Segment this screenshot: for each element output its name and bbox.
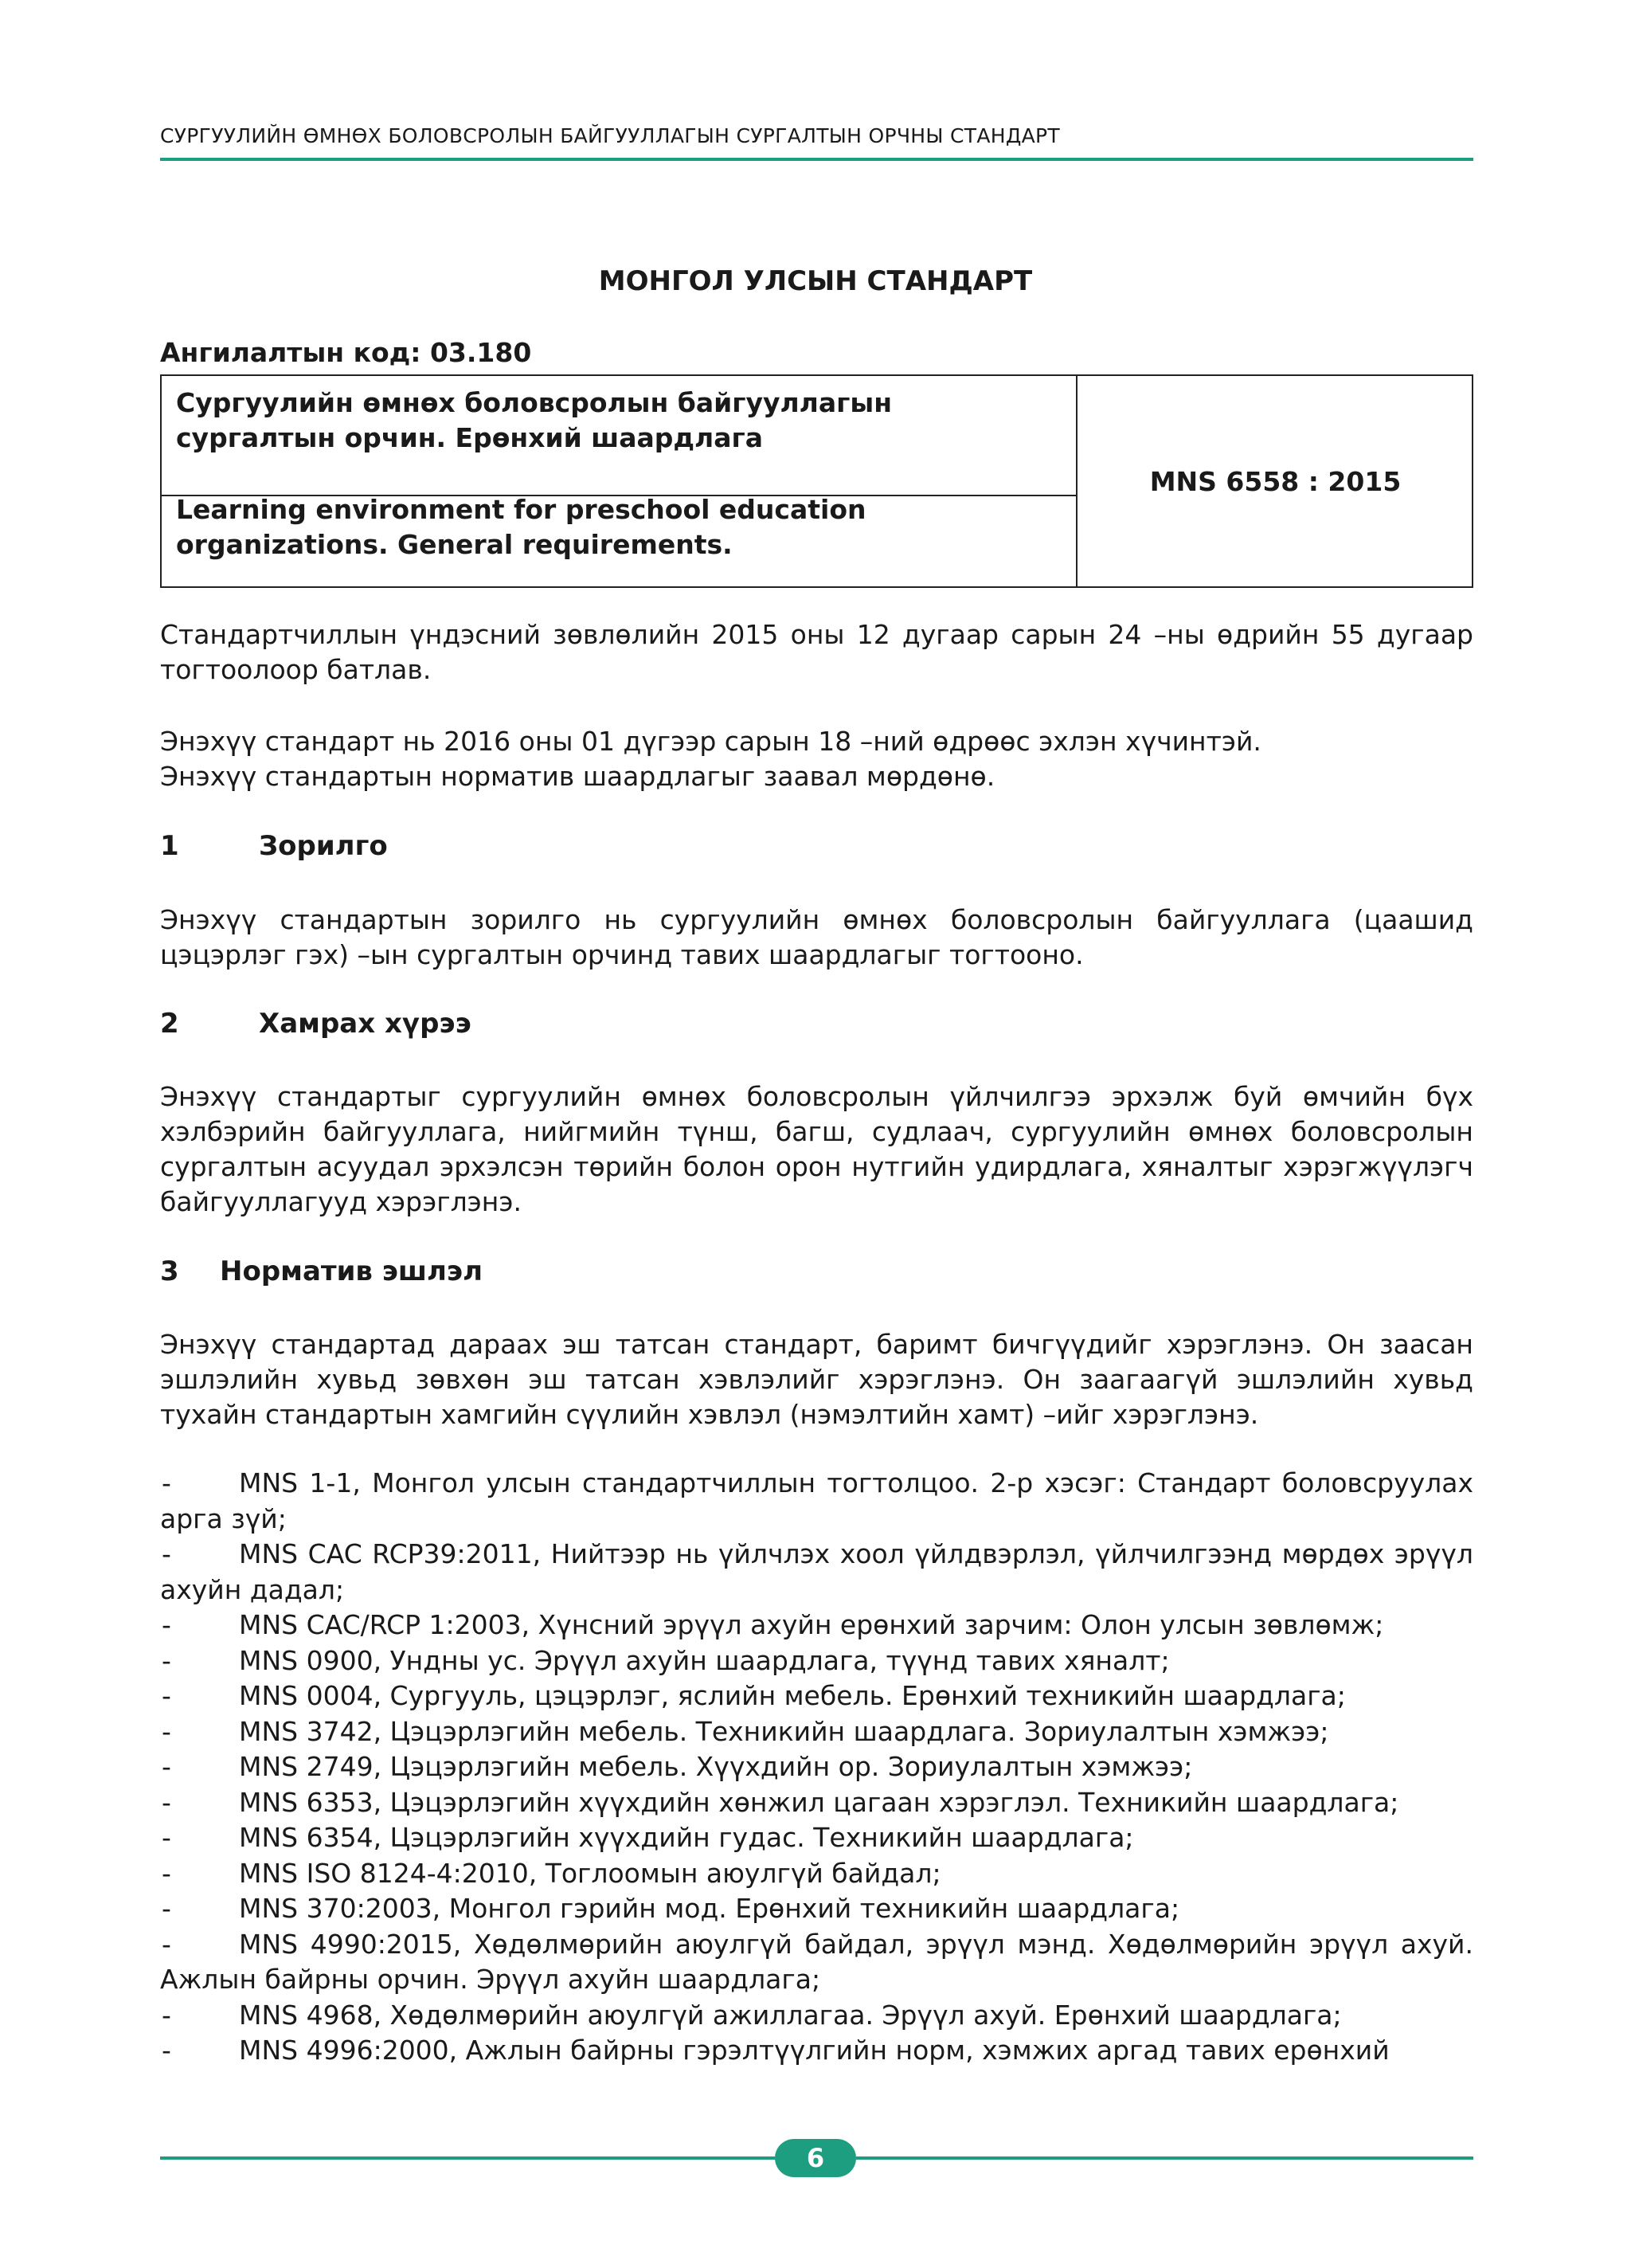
section-title: Хамрах хүрээ xyxy=(259,1008,471,1040)
list-dash: - xyxy=(162,1751,171,1782)
list-dash: - xyxy=(162,1928,171,1960)
list-dash: - xyxy=(162,1609,171,1640)
list-dash: - xyxy=(162,1467,171,1498)
section-2-heading xyxy=(160,1008,471,1040)
reference-text: MNS 4996:2000, Ажлын байрны гэрэлтүүлгийн норм, хэмжих аргад тавих ерөнхий xyxy=(239,2035,1390,2066)
list-dash: - xyxy=(162,1715,171,1747)
standard-code xyxy=(1078,376,1473,586)
reference-text: MNS 0900, Ундны ус. Эрүүл ахуйн шаардлага, түүнд тавих хяналт; xyxy=(239,1644,1170,1676)
reference-item xyxy=(160,1466,1473,1537)
page-number: 6 xyxy=(806,2143,825,2173)
standard-info-table xyxy=(160,374,1473,588)
list-dash: - xyxy=(162,1644,171,1676)
section-3-text: Энэхүү стандартад дараах эш татсан стандарт, баримт бичгүүдийг хэрэглэнэ. Он заасан эшлэлийн хувьд зөвхөн эш татсан хэвлэлийг хэрэглэнэ. Он заагаагүй эшлэлийн хувьд тухайн стандартын хамгийн сүүлийн хэвлэл (нэмэлтийн хамт) –ийг хэрэглэнэ. xyxy=(160,1329,1473,1430)
reference-text: MNS CAC/RCP 1:2003, Хүнсний эрүүл ахуйн ерөнхий зарчим: Олон улсын зөвлөмж; xyxy=(239,1609,1384,1640)
reference-text: MNS 370:2003, Монгол гэрийн мод. Ерөнхий техникийн шаардлага; xyxy=(239,1893,1180,1924)
running-header: СУРГУУЛИЙН ӨМНӨХ БОЛОВСРОЛЫН БАЙГУУЛЛАГЫН СУРГАЛТЫН ОРЧНЫ СТАНДАРТ xyxy=(160,124,1061,147)
page-number-badge xyxy=(775,2139,856,2177)
classification-code: Ангилалтын код: 03.180 xyxy=(160,337,532,368)
standard-code-text: MNS 6558 : 2015 xyxy=(1149,465,1402,497)
reference-text: MNS 1-1, Монгол улсын стандартчиллын тогтолцоо. 2-р хэсэг: Стандарт боловсруулах арга зүй; xyxy=(160,1467,1473,1534)
list-dash: - xyxy=(162,1999,171,2031)
reference-text: MNS CAC RCP39:2011, Нийтээр нь үйлчлэх хоол үйлдвэрлэл, үйлчилгээнд мөрдөх эрүүл ахуйн дадал; xyxy=(160,1538,1473,1605)
section-1-text: Энэхүү стандартын зорилго нь сургуулийн өмнөх боловсролын байгууллага (цаашид цэцэрлэг гэх) –ын сургалтын орчинд тавих шаардлагыг тогтооно. xyxy=(160,904,1473,970)
standard-title-mn: Сургуулийн өмнөх боловсролын байгууллагын сургалтын орчин. Ерөнхий шаардлага xyxy=(176,387,892,453)
reference-item xyxy=(160,1537,1473,1608)
reference-item xyxy=(160,1643,1473,1679)
list-dash: - xyxy=(162,1893,171,1924)
reference-text: MNS 2749, Цэцэрлэгийн мебель. Хүүхдийн ор. Зориулалтын хэмжээ; xyxy=(239,1751,1193,1782)
reference-item xyxy=(160,1785,1473,1821)
validity-line-2: Энэхүү стандартын норматив шаардлагыг заавал мөрдөнө. xyxy=(160,761,995,792)
reference-item xyxy=(160,1714,1473,1750)
document-title: МОНГОЛ УЛСЫН СТАНДАРТ xyxy=(598,265,1033,297)
section-number: 2 xyxy=(160,1008,179,1040)
validity-line-1: Энэхүү стандарт нь 2016 оны 01 дүгээр сарын 18 –ний өдрөөс эхлэн хүчинтэй. xyxy=(160,726,1261,757)
list-dash: - xyxy=(162,1680,171,1711)
list-dash: - xyxy=(162,2035,171,2066)
section-title: Норматив эшлэл xyxy=(220,1255,483,1287)
reference-text: MNS 4968, Хөдөлмөрийн аюулгүй ажиллагаа. Эрүүл ахуй. Ерөнхий шаардлага; xyxy=(239,1999,1342,2031)
reference-item xyxy=(160,1856,1473,1892)
reference-item xyxy=(160,1749,1473,1785)
section-1-heading xyxy=(160,830,388,862)
reference-text: MNS 6354, Цэцэрлэгийн хүүхдийн гудас. Техникийн шаардлага; xyxy=(239,1822,1134,1853)
section-number: 1 xyxy=(160,830,179,862)
reference-item xyxy=(160,1927,1473,1998)
section-3-heading xyxy=(160,1255,483,1287)
section-title: Зорилго xyxy=(259,830,388,862)
normative-references-list xyxy=(160,1466,1473,2069)
header-rule xyxy=(160,158,1473,161)
reference-item xyxy=(160,2033,1473,2069)
approval-paragraph: Стандартчиллын үндэсний зөвлөлийн 2015 оны 12 дугаар сарын 24 –ны өдрийн 55 дугаар тогтоолоор батлав. xyxy=(160,619,1473,685)
reference-text: MNS 4990:2015, Хөдөлмөрийн аюулгүй байдал, эрүүл мэнд. Хөдөлмөрийн эрүүл ахуй. Ажлын байрны орчин. Эрүүл ахуйн шаардлага; xyxy=(160,1928,1473,1995)
footer-rule-left xyxy=(160,2156,775,2160)
list-dash: - xyxy=(162,1786,171,1818)
list-dash: - xyxy=(162,1857,171,1889)
section-2-text: Энэхүү стандартыг сургуулийн өмнөх боловсролын үйлчилгээ эрхэлж буй өмчийн бүх хэлбэрийн байгууллага, нийгмийн түнш, багш, судлаач, сургуулийн өмнөх боловсролын сургалтын асуудал эрхэлсэн төрийн болон орон нутгийн удирдлага, хяналтыг хэрэгжүүлэгч байгууллагууд хэрэглэнэ. xyxy=(160,1081,1473,1217)
reference-item xyxy=(160,1608,1473,1643)
reference-item xyxy=(160,1678,1473,1714)
standard-title-en: Learning environment for preschool education organizations. General requirements. xyxy=(176,494,866,560)
reference-text: MNS 0004, Сургууль, цэцэрлэг, яслийн мебель. Ерөнхий техникийн шаардлага; xyxy=(239,1680,1346,1711)
list-dash: - xyxy=(162,1538,171,1569)
footer-rule-right xyxy=(856,2156,1473,2160)
reference-item xyxy=(160,1891,1473,1927)
reference-item xyxy=(160,1998,1473,2034)
reference-text: MNS 3742, Цэцэрлэгийн мебель. Техникийн шаардлага. Зориулалтын хэмжээ; xyxy=(239,1715,1329,1747)
reference-item xyxy=(160,1820,1473,1856)
list-dash: - xyxy=(162,1822,171,1853)
reference-text: MNS 6353, Цэцэрлэгийн хүүхдийн хөнжил цагаан хэрэглэл. Техникийн шаардлага; xyxy=(239,1786,1399,1818)
section-number: 3 xyxy=(160,1255,179,1287)
reference-text: MNS ISO 8124-4:2010, Тоглоомын аюулгүй байдал; xyxy=(239,1857,941,1889)
